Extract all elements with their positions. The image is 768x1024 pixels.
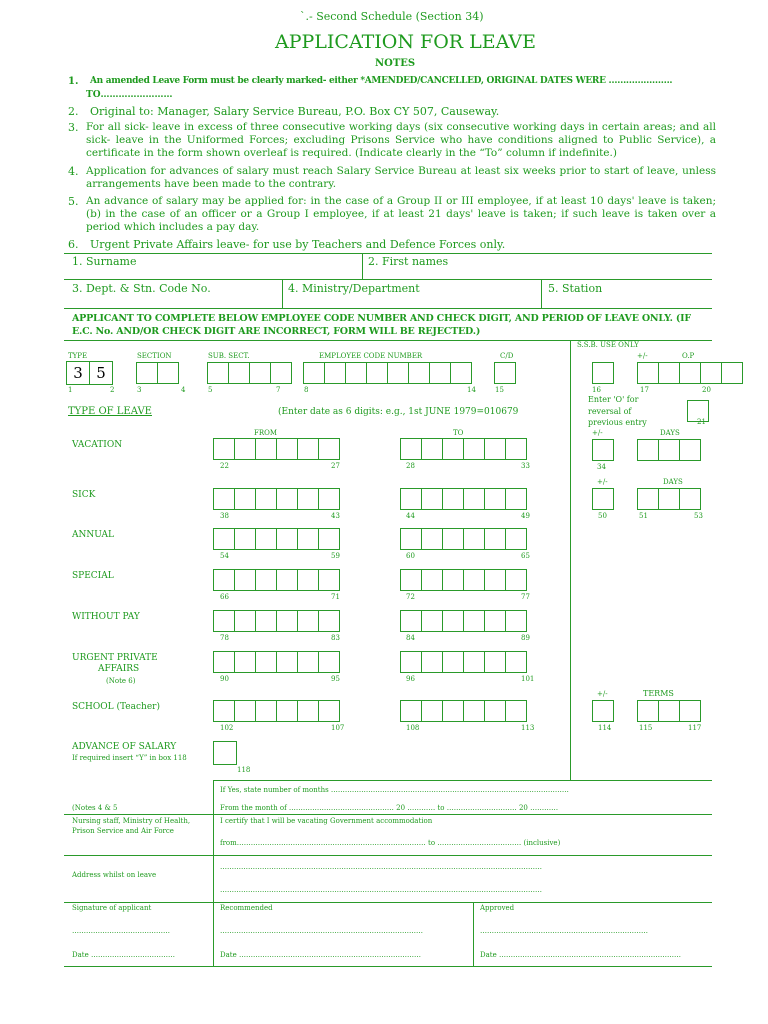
recommended-dots[interactable]: …………………………………………………………………………… [220,927,423,935]
num-2: 2 [110,386,115,394]
notes-heading: NOTES [375,58,416,69]
terms-heading: TERMS [643,689,674,698]
num-5: 5 [208,386,213,394]
date-applicant[interactable]: Date ……………………………… [72,951,175,959]
from-start-num: 90 [220,675,229,683]
from-date-boxes[interactable] [213,528,339,550]
from-date-boxes[interactable] [213,651,339,673]
from-end-num: 95 [331,675,340,683]
type-label: TYPE [68,352,88,360]
leave-type-label: URGENT PRIVATE [72,653,158,663]
leave-type-label-2: AFFAIRS [98,664,140,674]
to-end-num: 101 [521,675,535,683]
leave-type-note: (Note 6) [106,677,136,685]
from-end-num: 43 [331,512,340,520]
recommended-label: Recommended [220,904,273,912]
to-date-boxes[interactable] [400,438,526,460]
num-17: 17 [640,386,649,394]
pm-heading-3: +/- [597,690,608,698]
surname-label: 1. Surname [72,255,137,268]
ssb-school-pm [592,700,613,722]
note-2-num: 2. [68,105,79,118]
to-date-boxes[interactable] [400,700,526,722]
reversal-line-1: Enter 'O' for [588,395,639,404]
cd-label: C/D [500,352,514,360]
type-boxes[interactable] [66,361,112,385]
advance-sub: If required insert “Y” in box 118 [72,754,187,762]
from-date-boxes[interactable] [213,700,339,722]
num-20: 20 [702,386,711,394]
from-end-num: 107 [331,724,345,732]
from-start-num: 38 [220,512,229,520]
note-1-num: 1. [68,76,79,87]
note-5-text: An advance of salary may be applied for: in the case of a Group II or III employee, if at least 10 days' leave is taken; (b) in the case of an officer or a Group I employee, if at least 21 days' leave is taken; if such leave is taken over a period which includes a pay day. [86,195,716,233]
nursing-line-1: Nursing staff, Ministry of Health, [72,817,191,825]
num-34: 34 [597,463,606,471]
sub-sect-boxes[interactable] [207,362,291,384]
ssb-sick-days [637,488,700,510]
from-month-line[interactable]: From the month of ……………………………………… 20 ………… to ………………………… 20 ………… [220,804,559,812]
from-date-boxes[interactable] [213,438,339,460]
to-start-num: 96 [406,675,415,683]
advance-box[interactable] [213,741,236,765]
first-names-label: 2. First names [368,255,449,268]
days-heading-2: DAYS [663,478,683,486]
address-label: Address whilst on leave [72,871,157,879]
ssb-sick-pm [592,488,613,510]
to-date-boxes[interactable] [400,610,526,632]
to-date-boxes[interactable] [400,569,526,591]
num-15: 15 [495,386,504,394]
to-start-num: 60 [406,552,415,560]
from-end-num: 59 [331,552,340,560]
instruction-text: APPLICANT TO COMPLETE BELOW EMPLOYEE CODE NUMBER AND CHECK DIGIT, AND PERIOD OF LEAVE ONLY. (IF E.C. No. AND/OR CHECK DIGIT ARE INCORRECT, FORM WILL BE REJECTED.) [72,313,691,337]
note-6-text: Urgent Private Affairs leave- for use by Teachers and Defence Forces only. [90,238,506,251]
approved-dots[interactable]: ……………………………………………………………… [480,927,648,935]
employee-code-boxes[interactable] [303,362,471,384]
note-3-num: 3. [68,121,79,134]
type-digit-1[interactable]: 3 [66,361,90,385]
from-to-line[interactable]: from……………………………………………………………………… to ……………………………… (inclusive) [220,839,561,847]
num-115: 115 [639,724,653,732]
num-118: 118 [237,766,251,774]
num-14: 14 [467,386,476,394]
to-date-boxes[interactable] [400,488,526,510]
leave-type-label: SICK [72,490,96,500]
address-dots-2[interactable]: ………………………………………………………………………………………………………………………… [220,886,542,894]
to-start-num: 72 [406,593,415,601]
from-start-num: 66 [220,593,229,601]
from-end-num: 83 [331,634,340,642]
note-6-num: 6. [68,238,79,251]
note-4-num: 4. [68,165,79,178]
days-heading: DAYS [660,429,680,437]
note-2-text: Original to: Manager, Salary Service Bureau, P.O. Box CY 507, Causeway. [90,105,500,118]
date-format-hint: (Enter date as 6 digits: e.g., 1st JUNE 1979=010679 [278,407,519,417]
date-approved[interactable]: Date …………………………………………………………………… [480,951,681,959]
schedule-reference: `.- Second Schedule (Section 34) [300,10,484,23]
ssb-use-label: S.S.B. USE ONLY [577,341,639,349]
to-end-num: 65 [521,552,530,560]
leave-type-label: SPECIAL [72,571,114,581]
ssb-op-boxes [637,362,742,384]
note-3-text: For all sick- leave in excess of three consecutive working days (six consecutive working days in certain areas; and all sick- leave in the Uniformed Forces; excluding Prisons Service who have conditions aligned to Public Service), a certificate in the form shown overleaf is required. (Indicate clearly in the “To” column if indefinite.) [86,121,716,159]
num-53: 53 [694,512,703,520]
type-of-leave-heading: TYPE OF LEAVE [68,406,152,417]
to-heading: TO [453,429,464,437]
to-end-num: 49 [521,512,530,520]
note-4-text: Application for advances of salary must reach Salary Service Bureau at least six weeks prior to start of leave, unless arrangements have been made to the contrary. [86,165,716,190]
num-7: 7 [276,386,281,394]
from-start-num: 54 [220,552,229,560]
op-label: O.P [682,352,695,360]
pm-heading: +/- [592,429,603,437]
from-start-num: 102 [220,724,234,732]
to-end-num: 113 [521,724,535,732]
leave-type-label: SCHOOL (Teacher) [72,702,160,712]
ssb-box-16 [592,362,613,384]
leave-type-label: VACATION [72,440,123,450]
to-start-num: 28 [406,462,415,470]
num-117: 117 [688,724,702,732]
from-end-num: 71 [331,593,340,601]
check-digit-box[interactable] [494,362,515,384]
section-label: SECTION [137,352,172,360]
num-50: 50 [598,512,607,520]
section-boxes[interactable] [136,362,178,384]
from-start-num: 78 [220,634,229,642]
num-51: 51 [639,512,648,520]
form-title: APPLICATION FOR LEAVE [275,31,537,53]
certify-text: I certify that I will be vacating Government accommodation [220,817,433,825]
notes-4-5: (Notes 4 & 5 [72,804,118,812]
advance-label: ADVANCE OF SALARY [72,742,177,752]
sub-sect-label: SUB. SECT. [208,352,250,360]
from-heading: FROM [254,429,278,437]
leave-type-label: WITHOUT PAY [72,612,140,622]
ministry-label: 4. Ministry/Department [288,282,420,295]
from-start-num: 22 [220,462,229,470]
reversal-line-2: reversal of [588,407,632,416]
ssb-terms [637,700,700,722]
approved-label: Approved [480,904,515,912]
ssb-pm-label: +/- [637,352,648,360]
yes-months-line[interactable]: If Yes, state number of months ………………………………………………………………………………………… [220,786,569,794]
dept-label: 3. Dept. & Stn. Code No. [72,282,211,295]
pm-heading-2: +/- [597,478,608,486]
date-recommended[interactable]: Date …………………………………………………………………… [220,951,421,959]
from-date-boxes[interactable] [213,488,339,510]
to-date-boxes[interactable] [400,651,526,673]
leave-type-label: ANNUAL [72,530,115,540]
num-8: 8 [304,386,309,394]
to-date-boxes[interactable] [400,528,526,550]
station-label: 5. Station [548,282,603,295]
to-end-num: 33 [521,462,530,470]
note-1-cont: TO…………………… [86,90,173,100]
num-21: 21 [697,418,706,426]
type-digit-2[interactable]: 5 [89,361,113,385]
reversal-line-3: previous entry [588,418,647,427]
num-114: 114 [598,724,612,732]
num-4: 4 [181,386,186,394]
note-5-num: 5. [68,195,79,208]
to-start-num: 108 [406,724,420,732]
num-16: 16 [592,386,601,394]
from-end-num: 27 [331,462,340,470]
address-dots-1[interactable]: ………………………………………………………………………………………………………………………… [220,863,542,871]
note-1-text: An amended Leave Form must be clearly marked- either *AMENDED/CANCELLED, ORIGINAL DATES WERE …………………. [90,76,673,86]
from-date-boxes[interactable] [213,569,339,591]
signature-label: Signature of applicant [72,904,152,912]
employee-code-label: EMPLOYEE CODE NUMBER [319,352,423,360]
ssb-vac-pm [592,439,613,461]
signature-dots[interactable]: …………………………………… [72,927,170,935]
to-start-num: 84 [406,634,415,642]
num-3: 3 [137,386,142,394]
to-start-num: 44 [406,512,415,520]
to-end-num: 89 [521,634,530,642]
from-date-boxes[interactable] [213,610,339,632]
num-1: 1 [68,386,73,394]
ssb-vac-days [637,439,700,461]
to-end-num: 77 [521,593,530,601]
nursing-line-2: Prison Service and Air Force [72,827,174,835]
